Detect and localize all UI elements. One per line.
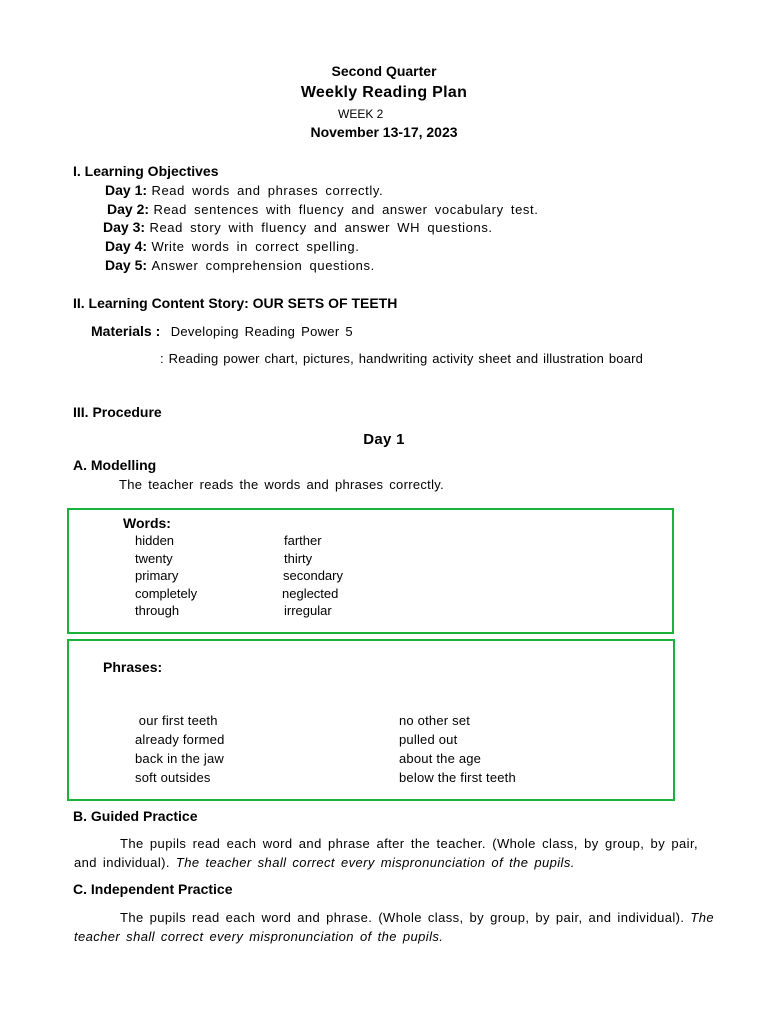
materials-line: [91, 323, 353, 341]
independent-text: The pupils read each word and phrase. (Whole class, by group, by pair, and individual).: [120, 910, 685, 925]
objectives-heading: I. Learning Objectives: [73, 163, 219, 179]
materials-label: Materials :: [91, 323, 161, 339]
independent-italic-note: The teacher shall correct every mispronunciation of the pupils.: [74, 910, 715, 944]
plan-title: Weekly Reading Plan: [300, 84, 468, 101]
guided-text: The pupils read each word and phrase after the teacher. (Whole class, by group, by pair, and individual).: [74, 836, 698, 870]
objective-day-2: [107, 201, 538, 219]
quarter-heading: Second Quarter: [331, 63, 437, 79]
objective-day-3: [103, 219, 493, 237]
guided-heading: B. Guided Practice: [73, 808, 198, 824]
word-item: twenty: [135, 551, 173, 566]
word-item: neglected: [282, 586, 339, 601]
phrase-item: soft outsides: [135, 770, 211, 785]
day-label: Day 5:: [105, 257, 148, 273]
phrase-item: about the age: [399, 751, 482, 766]
word-item: primary: [135, 568, 179, 583]
day-objective-text: Read sentences with fluency and answer vocabulary test.: [153, 202, 539, 217]
day-label: Day 2:: [107, 201, 150, 217]
independent-heading: C. Independent Practice: [73, 881, 233, 897]
words-box: [67, 508, 674, 634]
day-label: Day 1:: [105, 182, 148, 198]
day-label: Day 3:: [103, 219, 146, 235]
materials-book: Developing Reading Power 5: [170, 324, 353, 339]
phrase-item: below the first teeth: [399, 770, 516, 785]
word-item: farther: [284, 533, 322, 548]
phrase-item: back in the jaw: [135, 751, 224, 766]
words-label: Words:: [123, 515, 171, 531]
day-objective-text: Read words and phrases correctly.: [151, 183, 384, 198]
modelling-heading: A. Modelling: [73, 457, 157, 473]
word-item: through: [135, 603, 180, 618]
objective-day-5: [105, 257, 375, 275]
objective-day-1: [105, 182, 383, 200]
word-item: hidden: [135, 533, 175, 548]
word-item: completely: [135, 586, 198, 601]
phrases-label: Phrases:: [103, 659, 163, 675]
phrases-box: [67, 639, 675, 801]
word-item: irregular: [284, 603, 332, 618]
day-label: Day 4:: [105, 238, 148, 254]
materials-list: : Reading power chart, pictures, handwriting activity sheet and illustration board: [160, 351, 644, 366]
independent-paragraph: [74, 908, 714, 946]
day-objective-text: Read story with fluency and answer WH questions.: [149, 220, 493, 235]
phrase-item: pulled out: [399, 732, 458, 747]
date-range: November 13-17, 2023: [310, 124, 458, 140]
procedure-heading: III. Procedure: [73, 404, 162, 420]
content-heading: II. Learning Content Story: OUR SETS OF TEETH: [73, 295, 398, 311]
week-label: WEEK 2: [338, 107, 384, 121]
guided-italic-note: The teacher shall correct every mispronunciation of the pupils.: [175, 855, 575, 870]
modelling-text: The teacher reads the words and phrases correctly.: [119, 477, 445, 492]
phrase-item: our first teeth: [135, 713, 218, 728]
phrase-item: no other set: [399, 713, 471, 728]
day-objective-text: Answer comprehension questions.: [151, 258, 375, 273]
word-item: thirty: [284, 551, 313, 566]
guided-paragraph: [74, 834, 698, 872]
day-objective-text: Write words in correct spelling.: [151, 239, 360, 254]
day-title: Day 1: [363, 431, 405, 448]
word-item: secondary: [283, 568, 343, 583]
phrase-item: already formed: [135, 732, 225, 747]
objective-day-4: [105, 238, 359, 256]
